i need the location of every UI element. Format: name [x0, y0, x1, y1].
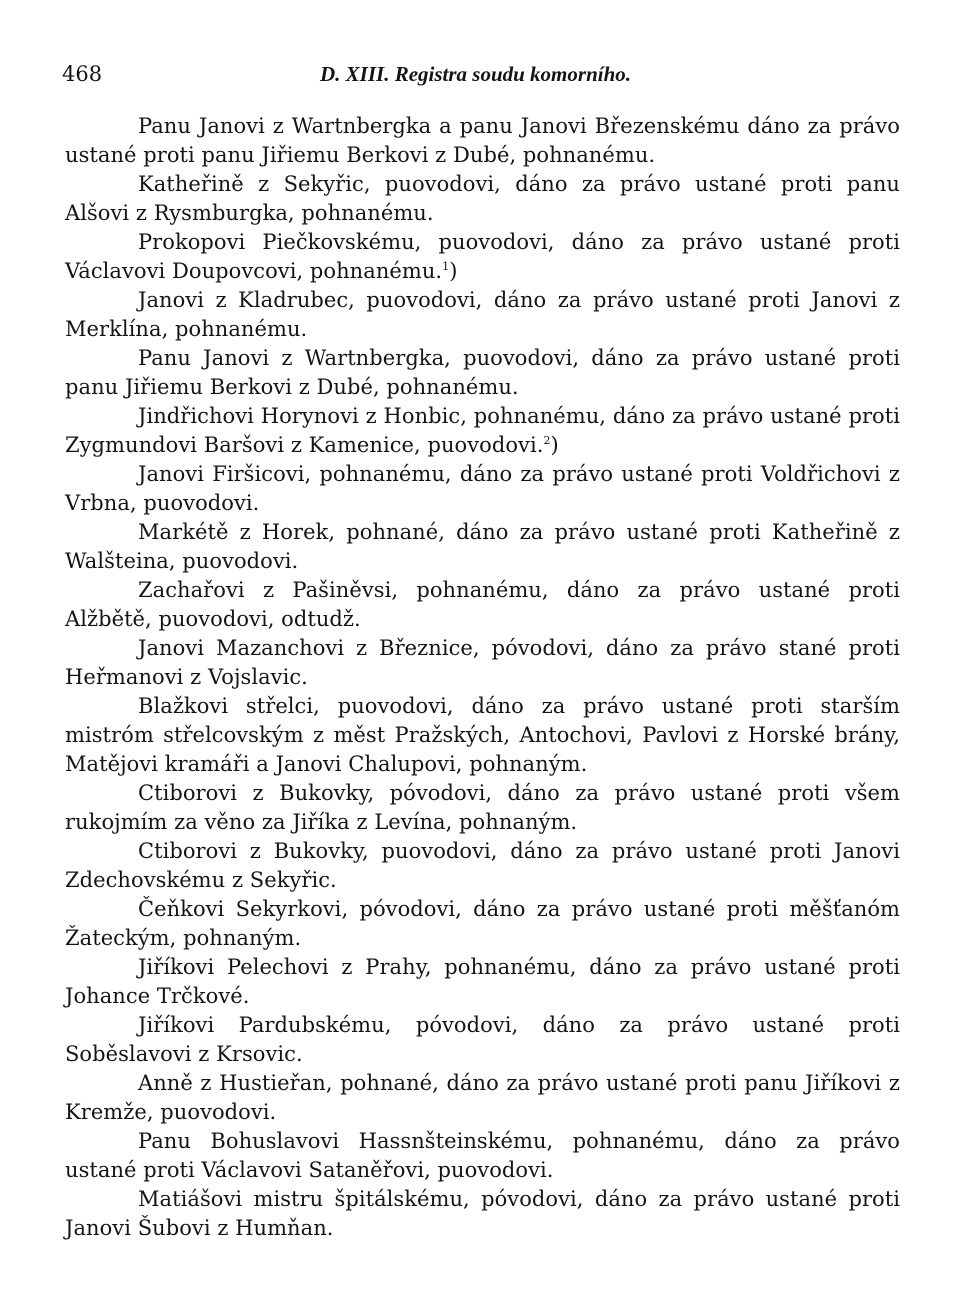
entry-text: Matiášovi mistru špitálskému, póvodovi, dáno za právo ustané proti Janovi Šubovi z Humňan.: [65, 1187, 900, 1240]
entry-text: Jiříkovi Pardubskému, póvodovi, dáno za právo ustané proti Soběslavovi z Krsovic.: [65, 1013, 900, 1066]
entry-text: Ctiborovi z Bukovky, póvodovi, dáno za právo ustané proti všem rukojmím za věno za Jiříka z Levína, pohnaným.: [65, 781, 900, 834]
register-entry: [65, 634, 900, 692]
register-entry: [65, 228, 900, 286]
entry-text: Blažkovi střelci, puovodovi, dáno za právo ustané proti starším mistróm střelcovským z měst Pražských, Antochovi, Pavlovi z Horské brány, Matějovi kramáři a Janovi Chalupovi, pohnaným.: [65, 694, 900, 776]
entry-text: Prokopovi Piečkovskému, puovodovi, dáno za právo ustané proti Václavovi Doupovcovi, pohnanému.: [65, 230, 900, 283]
entry-text: Markétě z Horek, pohnané, dáno za právo ustané proti Katheřině z Walšteina, puovodovi.: [65, 520, 900, 573]
register-entry: [65, 692, 900, 779]
entry-text: Panu Bohuslavovi Hassnšteinskému, pohnanému, dáno za právo ustané proti Václavovi Sataněřovi, puovodovi.: [65, 1129, 900, 1182]
entry-text: Jiříkovi Pelechovi z Prahy, pohnanému, dáno za právo ustané proti Johance Trčkové.: [65, 955, 900, 1008]
running-head: D. XIII. Registra soudu komorního.: [320, 62, 632, 86]
register-entry: [65, 170, 900, 228]
entry-text: Panu Janovi z Wartnbergka, puovodovi, dáno za právo ustané proti panu Jiřiemu Berkovi z Dubé, pohnanému.: [65, 346, 900, 399]
register-entry: [65, 1127, 900, 1185]
register-entry: [65, 1185, 900, 1243]
entry-text: Ctiborovi z Bukovky, puovodovi, dáno za právo ustané proti Janovi Zdechovskému z Sekyřic.: [65, 839, 900, 892]
footnote-marker: 2: [543, 434, 551, 447]
entry-text: Janovi z Kladrubec, puovodovi, dáno za právo ustané proti Janovi z Merklína, pohnanému.: [65, 288, 900, 341]
register-entry: [65, 953, 900, 1011]
register-entry: [65, 344, 900, 402]
register-entry: [65, 837, 900, 895]
register-entries: [65, 112, 900, 1243]
register-entry: [65, 460, 900, 518]
entry-text: Janovi Firšicovi, pohnanému, dáno za právo ustané proti Voldřichovi z Vrbna, puovodovi.: [65, 462, 900, 515]
footnote-paren: ): [550, 433, 559, 457]
entry-text: Zachařovi z Pašiněvsi, pohnanému, dáno za právo ustané proti Alžbětě, puovodovi, odtudž.: [65, 578, 900, 631]
entry-text: Katheřině z Sekyřic, puovodovi, dáno za právo ustané proti panu Alšovi z Rysmburgka, pohnanému.: [65, 172, 900, 225]
register-entry: [65, 895, 900, 953]
page-number: 468: [62, 62, 103, 86]
register-entry: [65, 1069, 900, 1127]
footnote-marker: 1: [442, 260, 450, 273]
page-header: [62, 62, 902, 98]
register-entry: [65, 1011, 900, 1069]
register-entry: [65, 286, 900, 344]
register-entry: [65, 779, 900, 837]
register-entry: [65, 518, 900, 576]
footnote-paren: ): [449, 259, 458, 283]
entry-text: Anně z Hustieřan, pohnané, dáno za právo ustané proti panu Jiříkovi z Kremže, puovodovi.: [65, 1071, 900, 1124]
entry-text: Čeňkovi Sekyrkovi, póvodovi, dáno za právo ustané proti měšťanóm Žateckým, pohnaným.: [65, 897, 900, 950]
register-entry: [65, 576, 900, 634]
entry-text: Janovi Mazanchovi z Březnice, póvodovi, dáno za právo stané proti Heřmanovi z Vojslavic.: [65, 636, 900, 689]
entry-text: Jindřichovi Horynovi z Honbic, pohnanému, dáno za právo ustané proti Zygmundovi Baršovi z Kamenice, puovodovi.: [65, 404, 900, 457]
register-entry: [65, 112, 900, 170]
entry-text: Panu Janovi z Wartnbergka a panu Janovi Březenskému dáno za právo ustané proti panu Jiřiemu Berkovi z Dubé, pohnanému.: [65, 114, 900, 167]
register-entry: [65, 402, 900, 460]
